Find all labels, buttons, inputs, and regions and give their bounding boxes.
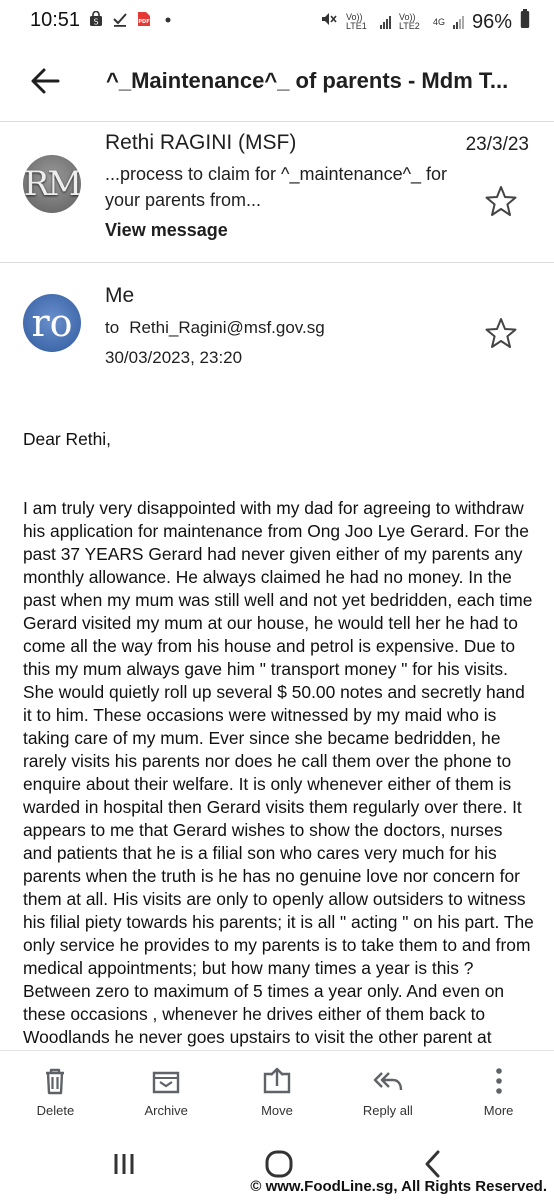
dot-icon xyxy=(160,11,176,27)
divider xyxy=(0,121,554,122)
reply-all-button[interactable] xyxy=(332,1051,443,1123)
message-date: 30/03/2023, 23:20 xyxy=(105,348,243,367)
move-label: Move xyxy=(261,1103,293,1118)
svg-text:PDF: PDF xyxy=(138,19,150,25)
reply-all-icon xyxy=(372,1065,404,1097)
recents-icon[interactable] xyxy=(104,1144,144,1184)
archive-icon xyxy=(150,1065,182,1097)
more-label: More xyxy=(483,1103,514,1118)
sim1-label: Vo)) LTE1 xyxy=(345,12,367,31)
more-vert-icon xyxy=(483,1065,515,1097)
view-message-link[interactable]: View message xyxy=(105,220,228,240)
arrow-back-icon[interactable] xyxy=(28,64,62,98)
avatar-initials: RM xyxy=(23,164,81,204)
action-bar xyxy=(0,1050,554,1123)
status-right xyxy=(320,9,530,35)
download-done-icon xyxy=(112,11,128,27)
sender-name[interactable]: Me xyxy=(105,284,135,307)
trash-icon xyxy=(39,1065,71,1097)
sim2-type: 4G xyxy=(432,16,445,27)
body-paragraph: I am truly very disappointed with my dad for agreeing to withdraw his application for maintenance from Ong Joo Lye Gerard. For the past 37 YEARS Gerard had never given either of my parents any monthly allowance. He always claimed he had no money. In the past when my mum was still well and not yet bedridden, each time Gerard visited my mum at our house, he would tell her he had to come all the way from his house and petrol is expensive. Due to this my mum always gave him " transport money " for his visits. She would quietly roll up several $ 50.00 notes and secretly hand it to him. These occasions were witnessed by my maid who is taking care of my mum. Ever since she became bedridden, he rarely visits his parents nor does he call them over the phone to enquire about their welfare. It is only whenever either of them is warded in hospital then Gerard visits them regularly over there. It appears to me that Gerard wishes to show the doctors, nurses and patients that he is a filial son who cares very much for his parents when the truth is he has no genuine love nor concern for them at all. His visits are only to openly allow outsiders to witness his filial piety towards his parents; it is all " acting " on his part. The only service he provides to my parents is to take them to and from medical appointments; but how many times a year is this ? Between zero to maximum of 5 times a year only. And even on these occasions , whenever he drives either of them back to Woodlands he never goes upstairs to visit the other parent at xyxy=(23,498,534,1047)
delete-button[interactable] xyxy=(0,1051,111,1123)
star-icon[interactable] xyxy=(484,316,518,350)
svg-text:S: S xyxy=(93,17,99,27)
recipient-line[interactable] xyxy=(105,318,325,338)
battery-icon xyxy=(520,9,530,35)
archive-button[interactable] xyxy=(111,1051,222,1123)
move-button[interactable] xyxy=(222,1051,333,1123)
avatar[interactable] xyxy=(23,155,81,213)
shopping-bag-icon xyxy=(88,11,104,27)
message-body xyxy=(23,405,535,1095)
sender-name[interactable]: Rethi RAGINI (MSF) xyxy=(105,131,297,154)
notification-icons xyxy=(88,11,176,27)
archive-label: Archive xyxy=(144,1103,188,1118)
greeting: Dear Rethi, xyxy=(23,429,111,449)
recipient-address: Rethi_Ragini@msf.gov.sg xyxy=(129,318,325,337)
status-bar xyxy=(0,0,554,42)
star-icon[interactable] xyxy=(484,184,518,218)
more-button[interactable] xyxy=(443,1051,554,1123)
email-subject: ^_Maintenance^_ of parents - Mdm T... xyxy=(106,68,509,93)
delete-label: Delete xyxy=(36,1103,75,1118)
avatar[interactable] xyxy=(23,294,81,352)
mute-icon xyxy=(320,10,338,34)
sim2-label: Vo)) LTE2 xyxy=(398,12,420,31)
divider xyxy=(0,262,554,263)
signal-icon xyxy=(380,15,391,29)
message-date: 23/3/23 xyxy=(465,134,529,155)
pdf-icon xyxy=(136,11,152,27)
reply-all-label: Reply all xyxy=(362,1103,413,1118)
app-bar xyxy=(0,42,554,120)
watermark-text: © www.FoodLine.sg, All Rights Reserved. xyxy=(250,1178,547,1195)
to-label: to xyxy=(105,318,120,337)
status-time: 10:51 xyxy=(30,9,81,31)
signal-icon xyxy=(453,15,464,29)
message-snippet[interactable]: ...process to claim for ^_maintenance^_ for your parents from... xyxy=(105,164,448,210)
battery-percent: 96% xyxy=(471,10,512,33)
move-icon xyxy=(261,1065,293,1097)
avatar-initials: ro xyxy=(31,301,73,345)
